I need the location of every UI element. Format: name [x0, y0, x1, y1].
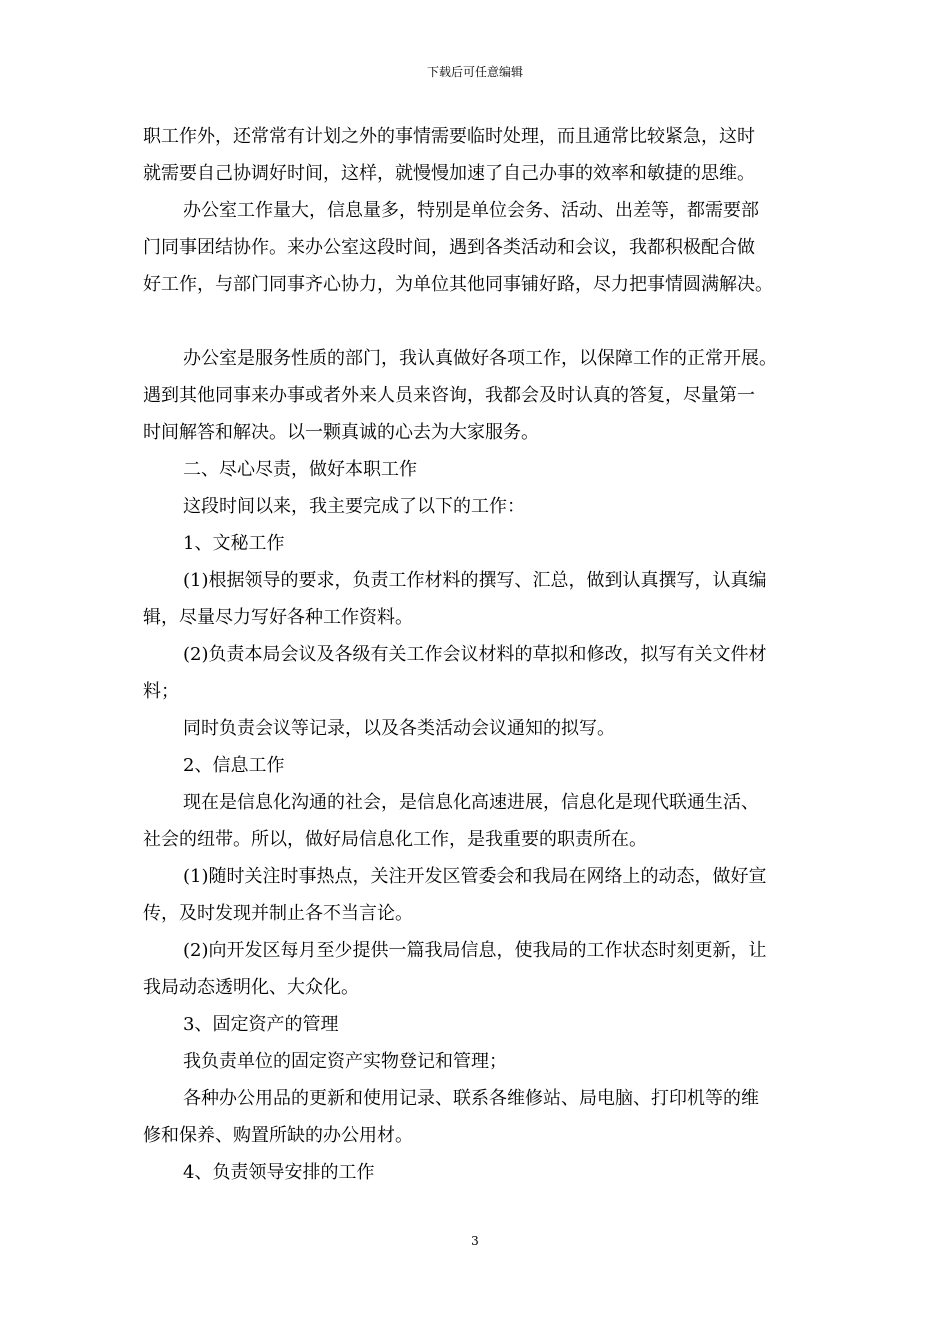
text-line: 好工作，与部门同事齐心协力，为单位其他同事铺好路，尽力把事情圆满解决。 [143, 274, 773, 295]
subsection-heading: 2、信息工作 [183, 755, 285, 776]
text-line: 职工作外，还常常有计划之外的事情需要临时处理，而且通常比较紧急，这时 [143, 126, 755, 147]
text-line: 办公室工作量大，信息量多，特别是单位会务、活动、出差等，都需要部 [183, 200, 759, 221]
text-line: (2)向开发区每月至少提供一篇我局信息，使我局的工作状态时刻更新，让 [183, 940, 767, 961]
text-line: 遇到其他同事来办事或者外来人员来咨询，我都会及时认真的答复，尽量第一 [143, 385, 755, 406]
text-line: 我局动态透明化、大众化。 [143, 977, 359, 998]
subsection-heading: 4、负责领导安排的工作 [183, 1162, 375, 1183]
text-line: (2)负责本局会议及各级有关工作会议材料的草拟和修改，拟写有关文件材 [183, 644, 767, 665]
text-line: 辑，尽量尽力写好各种工作资料。 [143, 607, 413, 628]
text-line: 现在是信息化沟通的社会，是信息化高速进展，信息化是现代联通生活、 [183, 792, 759, 813]
page-header: 下载后可任意编辑 [426, 65, 523, 79]
text-line: 传，及时发现并制止各不当言论。 [143, 903, 413, 924]
text-line: 就需要自己协调好时间，这样，就慢慢加速了自己办事的效率和敏捷的思维。 [143, 163, 755, 184]
text-line: 这段时间以来，我主要完成了以下的工作： [183, 496, 525, 517]
text-line: 办公室是服务性质的部门，我认真做好各项工作，以保障工作的正常开展。 [183, 348, 777, 369]
text-line: 时间解答和解决。以一颗真诚的心去为大家服务。 [143, 422, 539, 443]
subsection-heading: 1、文秘工作 [183, 533, 285, 554]
text-line: (1)随时关注时事热点，关注开发区管委会和我局在网络上的动态，做好宣 [183, 866, 767, 887]
section-heading: 二、尽心尽责，做好本职工作 [183, 459, 417, 480]
text-line: 各种办公用品的更新和使用记录、联系各维修站、局电脑、打印机等的维 [183, 1088, 759, 1109]
text-line: 社会的纽带。所以，做好局信息化工作，是我重要的职责所在。 [143, 829, 647, 850]
subsection-heading: 3、固定资产的管理 [183, 1014, 339, 1035]
text-line: 门同事团结协作。来办公室这段时间，遇到各类活动和会议，我都积极配合做 [143, 237, 755, 258]
text-line: (1)根据领导的要求，负责工作材料的撰写、汇总，做到认真撰写，认真编 [183, 570, 767, 591]
page-number: 3 [471, 1234, 479, 1248]
text-line: 同时负责会议等记录，以及各类活动会议通知的拟写。 [183, 718, 615, 739]
text-line: 料； [143, 681, 179, 702]
text-line: 我负责单位的固定资产实物登记和管理； [183, 1051, 507, 1072]
text-line: 修和保养、购置所缺的办公用材。 [143, 1125, 413, 1146]
